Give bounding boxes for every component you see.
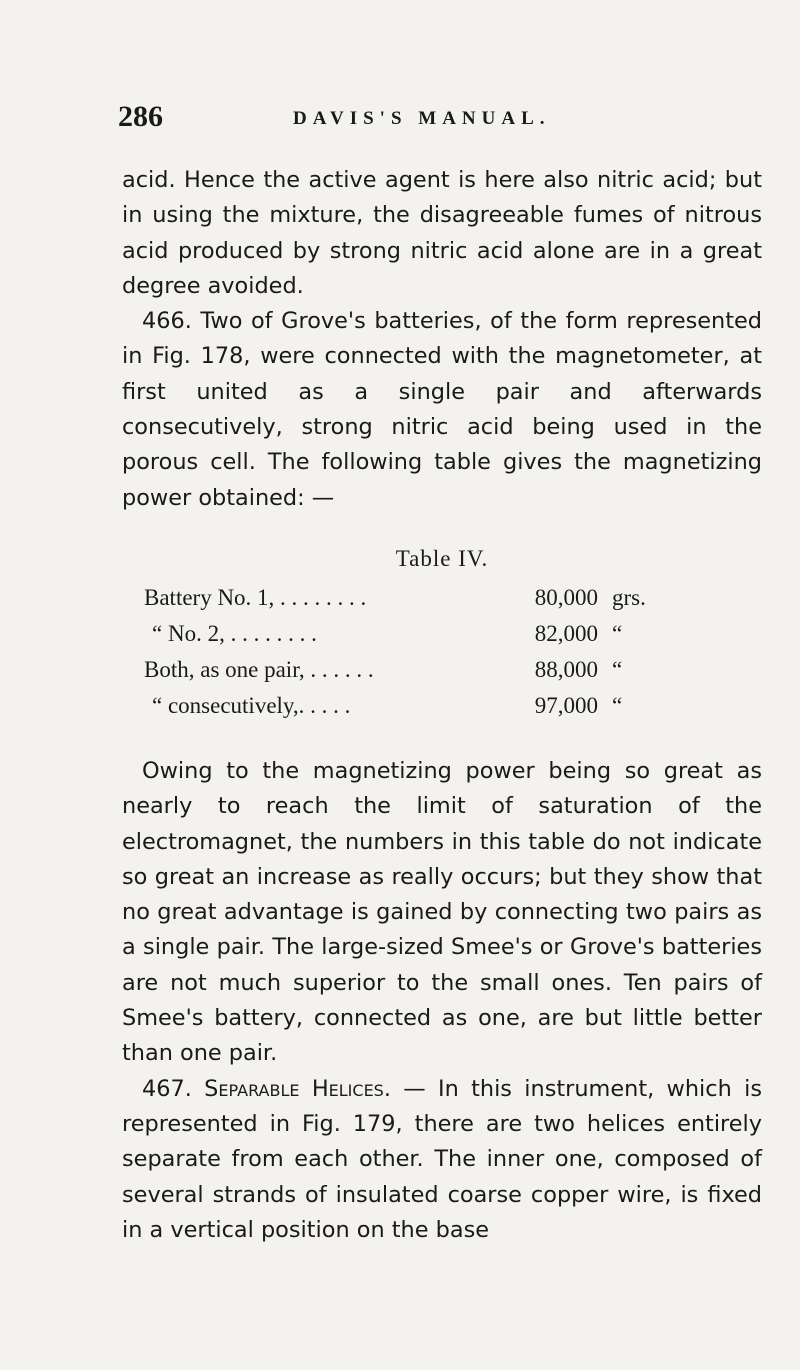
paragraph-continuation: acid. Hence the active agent is here also nitric acid; but in using the mixture, the disagreeable fumes of nitrous acid produced by strong nitric acid alone are in a great degree avoided.	[122, 167, 762, 299]
row-label: Battery No. 1, . . . . . . . .	[144, 584, 367, 610]
paragraph-owing: Owing to the magnetizing power being so great as nearly to reach the limit of saturation of the electromagnet, the numbers in this table do not indicate so great an increase as really occurs; but they show that no great advantage is gained by connecting two pairs as a single pair. The large-sized Smee's or Grove's batteries are not much superior to the small ones. Ten pairs of Smee's battery, connected as one, are but little better than one pair.	[122, 757, 762, 1067]
section-heading: 467. Separable Helices.	[142, 1075, 391, 1102]
page-body	[122, 163, 762, 1248]
paragraph-466: 466. Two of Grove's batteries, of the form represented in Fig. 178, were connected with the magnetometer, at first united as a single pair and afterwards consecutively, strong nitric acid being used in the porous cell. The following table gives the magnetizing power obtained: —	[122, 308, 762, 511]
table-row	[144, 652, 672, 688]
row-label: “ consecutively,. . . . .	[152, 692, 351, 718]
paragraph-467	[122, 1072, 762, 1248]
row-unit: “	[612, 692, 623, 718]
table-title: Table IV.	[395, 545, 489, 571]
row-unit: grs.	[612, 584, 646, 610]
row-value: 88,000	[534, 656, 598, 682]
page-number: 286	[118, 100, 163, 133]
row-value: 82,000	[534, 620, 598, 646]
magnetizing-power-table	[144, 580, 672, 724]
row-label: “ No. 2, . . . . . . . .	[152, 620, 317, 646]
row-unit: “	[612, 656, 623, 682]
running-head: DAVIS'S MANUAL.	[293, 108, 551, 129]
table-row	[144, 616, 672, 652]
row-value: 80,000	[534, 584, 598, 610]
table-row	[144, 688, 672, 724]
page-header	[118, 100, 758, 140]
row-label: Both, as one pair, . . . . . .	[144, 656, 374, 682]
section-text: — In this instrument, which is represented in Fig. 179, there are two helices entirely separate from each other. The inner one, composed of several strands of insulated coarse copper wire, is fixed in a vertical position on the base	[122, 1075, 762, 1243]
row-unit: “	[612, 620, 623, 646]
row-value: 97,000	[534, 692, 598, 718]
table-row	[144, 580, 672, 616]
